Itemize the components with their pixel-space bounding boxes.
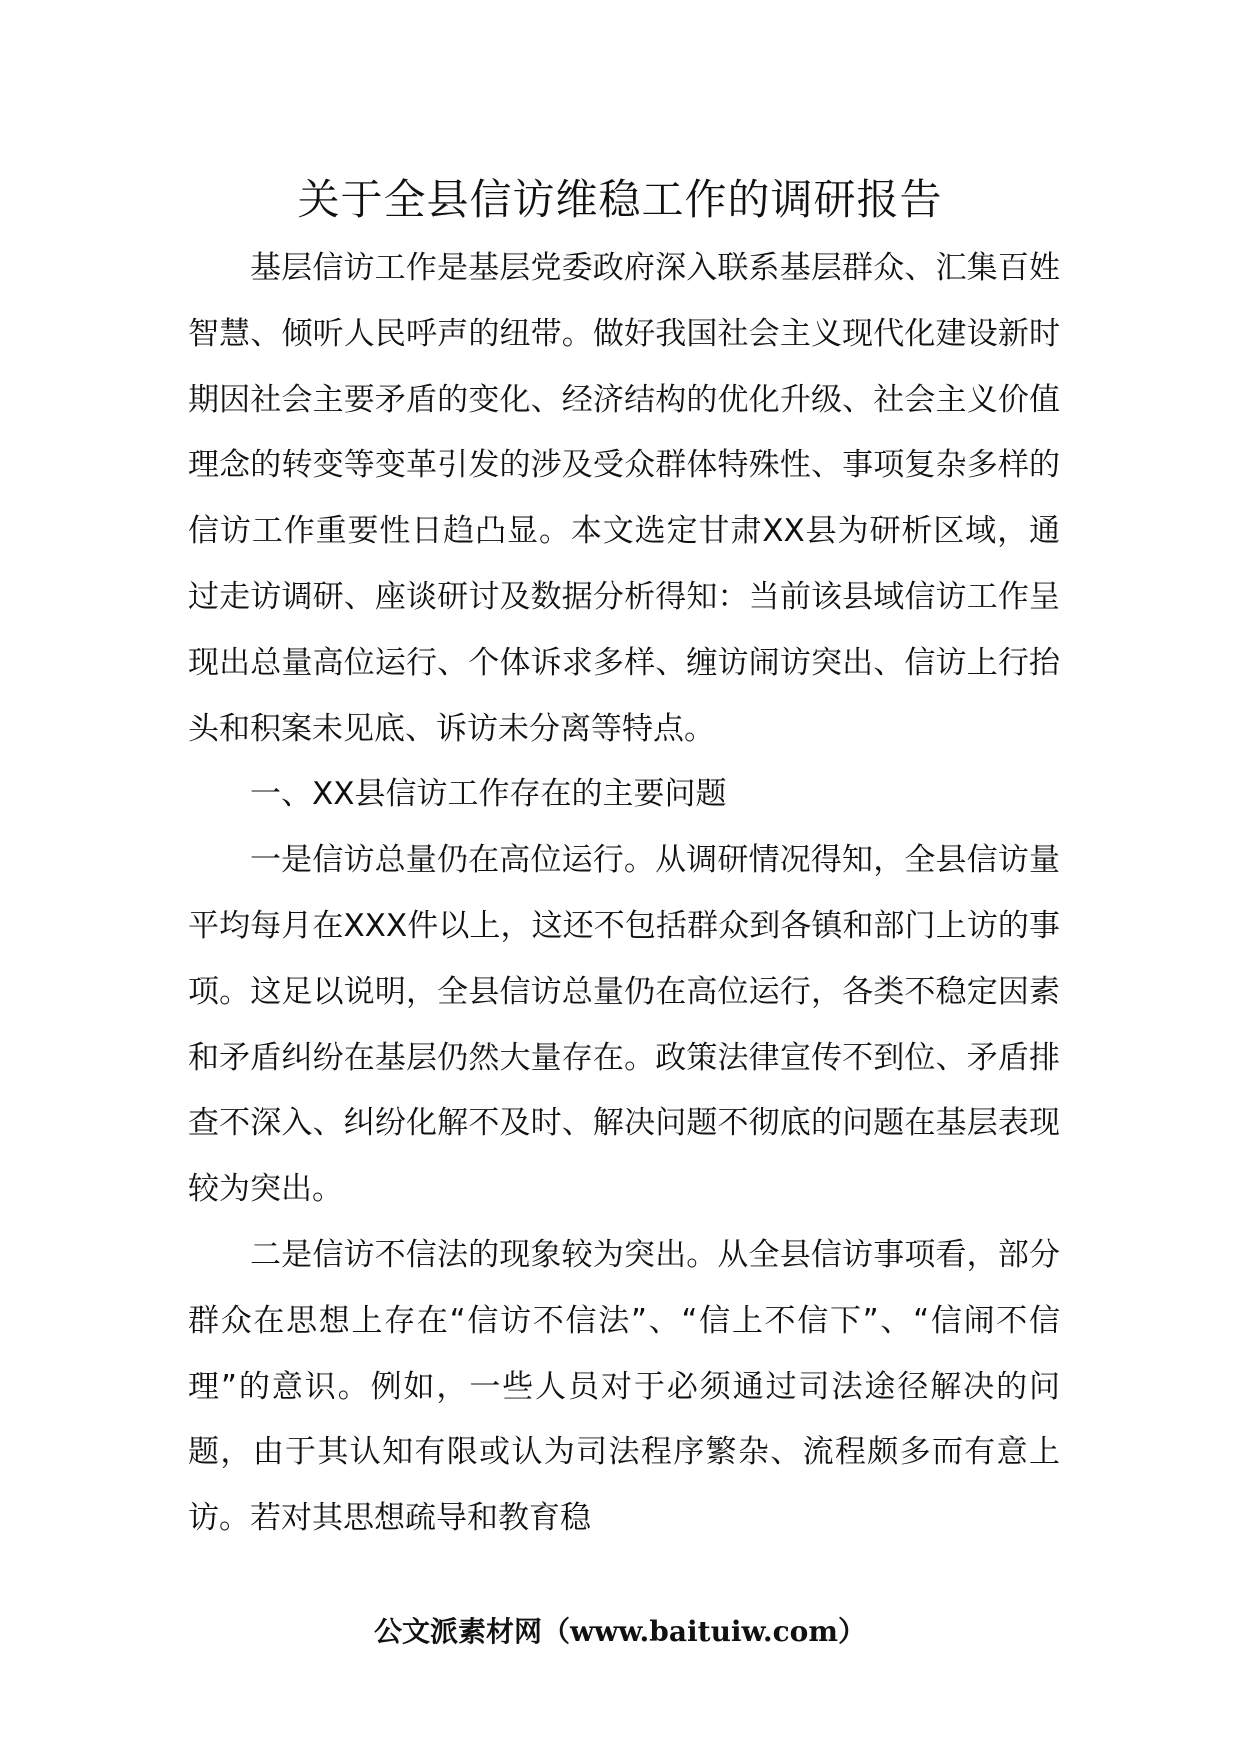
paragraph-intro: 基层信访工作是基层党委政府深入联系基层群众、汇集百姓智慧、倾听人民呼声的纽带。做好我国社会主义现代化建设新时期因社会主要矛盾的变化、经济结构的优化升级、社会主义价值理念的转变等变革引发的涉及受众群体特殊性、事项复杂多样的信访工作重要性日趋凸显。本文选定甘肃XX县为研析区域，通过走访调研、座谈研讨及数据分析得知：当前该县域信访工作呈现出总量高位运行、个体诉求多样、缠访闹访突出、信访上行抬头和积案未见底、诉访未分离等特点。 (188, 250, 1060, 747)
document-body (188, 236, 1060, 1552)
paragraph-problem-one: 一是信访总量仍在高位运行。从调研情况得知，全县信访量平均每月在XXX件以上，这还不包括群众到各镇和部门上访的事项。这足以说明，全县信访总量仍在高位运行，各类不稳定因素和矛盾纠纷在基层仍然大量存在。政策法律宣传不到位、矛盾排查不深入、纠纷化解不及时、解决问题不彻底的问题在基层表现较为突出。 (188, 842, 1060, 1208)
footer-watermark: 公文派素材网（www.baituiw.com） (374, 1615, 866, 1648)
paragraph-problem-two: 二是信访不信法的现象较为突出。从全县信访事项看，部分群众在思想上存在“信访不信法”、“信上不信下”、“信闹不信理”的意识。例如，一些人员对于必须通过司法途径解决的问题，由于其认知有限或认为司法程序繁杂、流程颇多而有意上访。若对其思想疏导和教育稳 (188, 1236, 1060, 1537)
section-heading: 一、XX县信访工作存在的主要问题 (250, 776, 727, 813)
document-title: 关于全县信访维稳工作的调研报告 (297, 175, 943, 224)
